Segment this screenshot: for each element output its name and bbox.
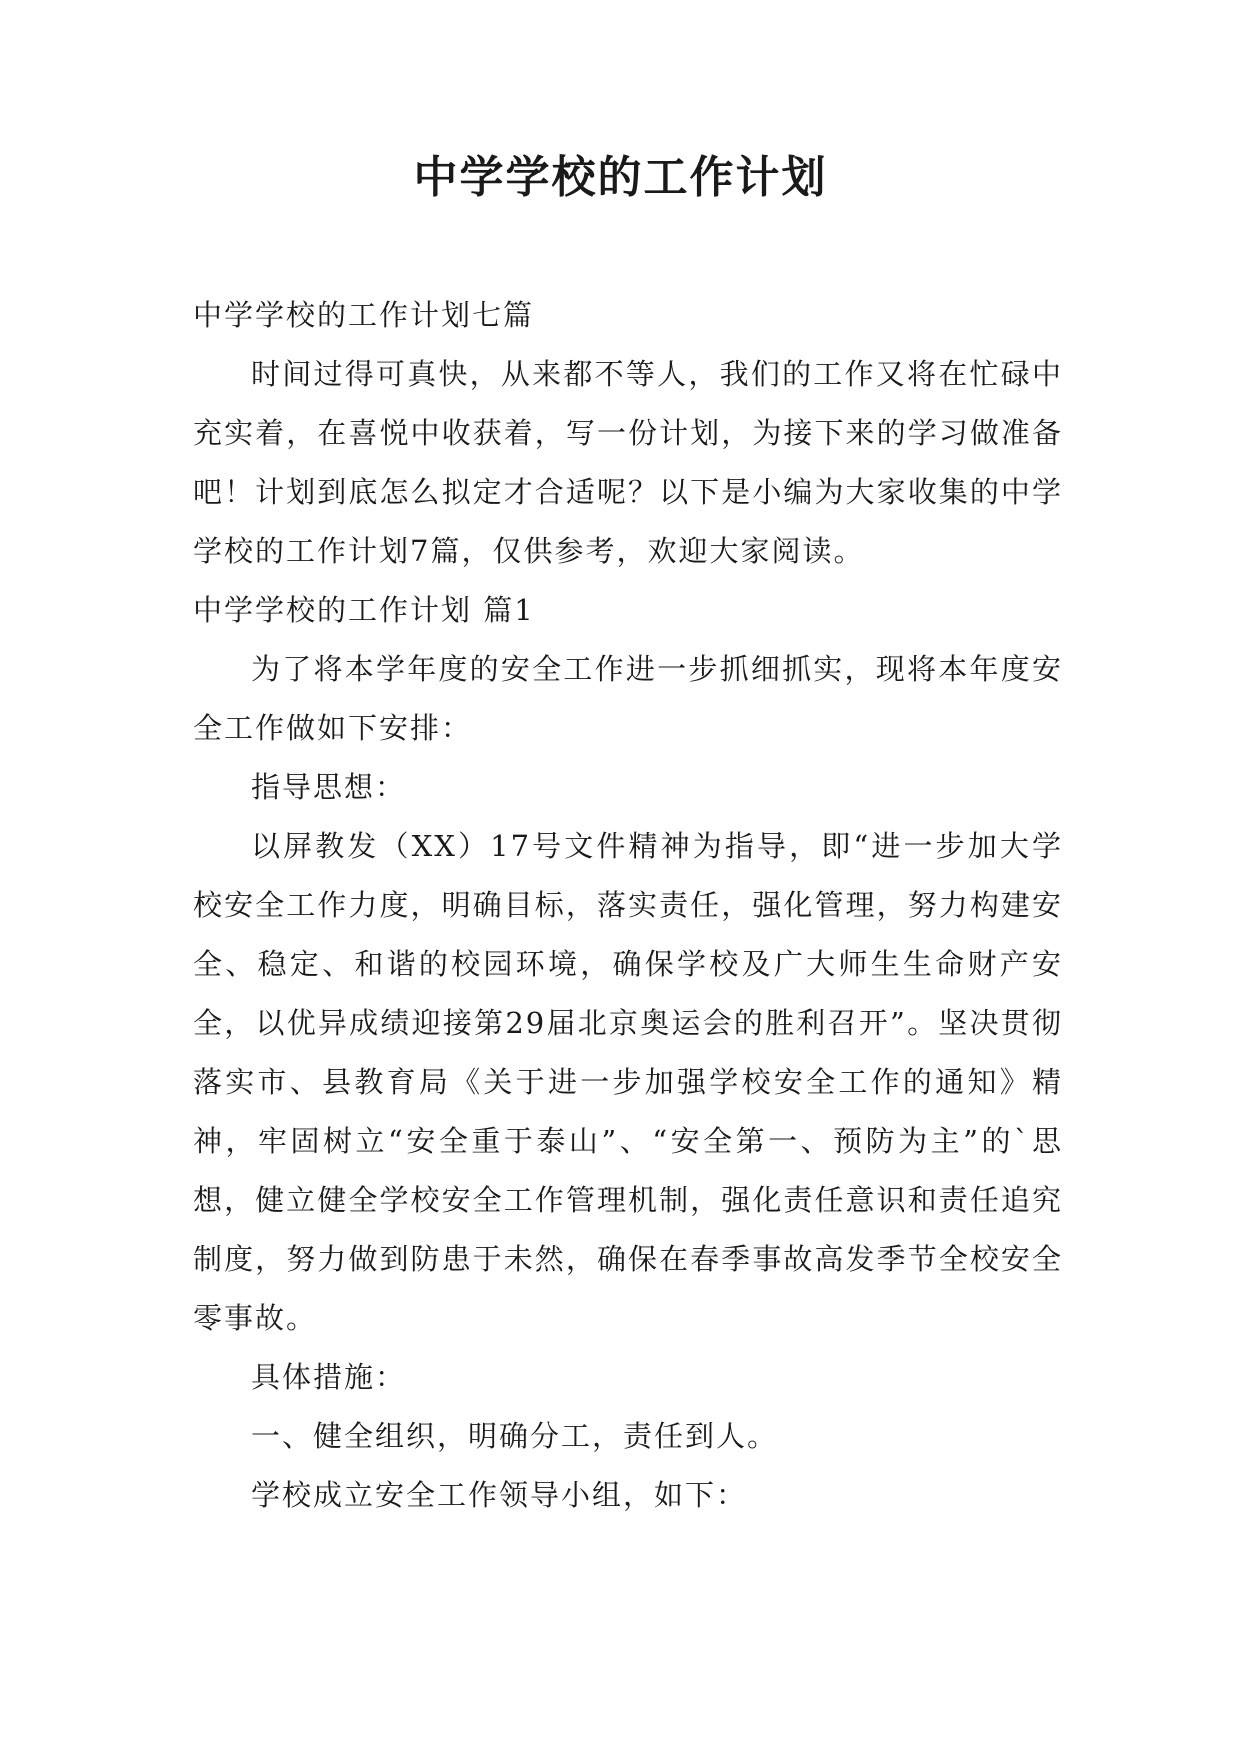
list-item: 一、健全组织，明确分工，责任到人。	[251, 1419, 779, 1453]
paragraph: 为了将本学年度的安全工作进一步抓细抓实，现将本年度安全工作做如下安排：	[193, 652, 1063, 745]
paragraph: 以屏教发（XX）17号文件精神为指导，即“进一步加大学校安全工作力度，明确目标，落实责任，强化管理，努力构建安全、稳定、和谐的校园环境，确保学校及广大师生生命财产安全，以优异成绩迎接第29届北京奥运会的胜利召开”。坚决贯彻落实市、县教育局《关于进一步加强学校安全工作的通知》精神，牢固树立“安全重于泰山”、“安全第一、预防为主”的`思想，健立健全学校安全工作管理机制，强化责任意识和责任追究制度，努力做到防患于未然，确保在春季事故高发季节全校安全零事故。	[193, 829, 1063, 1335]
document-title: 中学学校的工作计划	[413, 152, 828, 203]
subheading-guiding-thought: 指导思想：	[251, 770, 407, 804]
paragraph: 学校成立安全工作领导小组，如下：	[251, 1478, 748, 1512]
document-body	[193, 286, 1063, 1525]
document-subtitle: 中学学校的工作计划七篇	[193, 298, 535, 332]
intro-paragraph: 时间过得可真快，从来都不等人，我们的工作又将在忙碌中充实着，在喜悦中收获着，写一份计划，为接下来的学习做准备吧！计划到底怎么拟定才合适呢？以下是小编为大家收集的中学学校的工作计划7篇，仅供参考，欢迎大家阅读。	[193, 357, 1063, 568]
section-heading: 中学学校的工作计划 篇1	[193, 593, 535, 627]
subheading-measures: 具体措施：	[251, 1360, 407, 1394]
